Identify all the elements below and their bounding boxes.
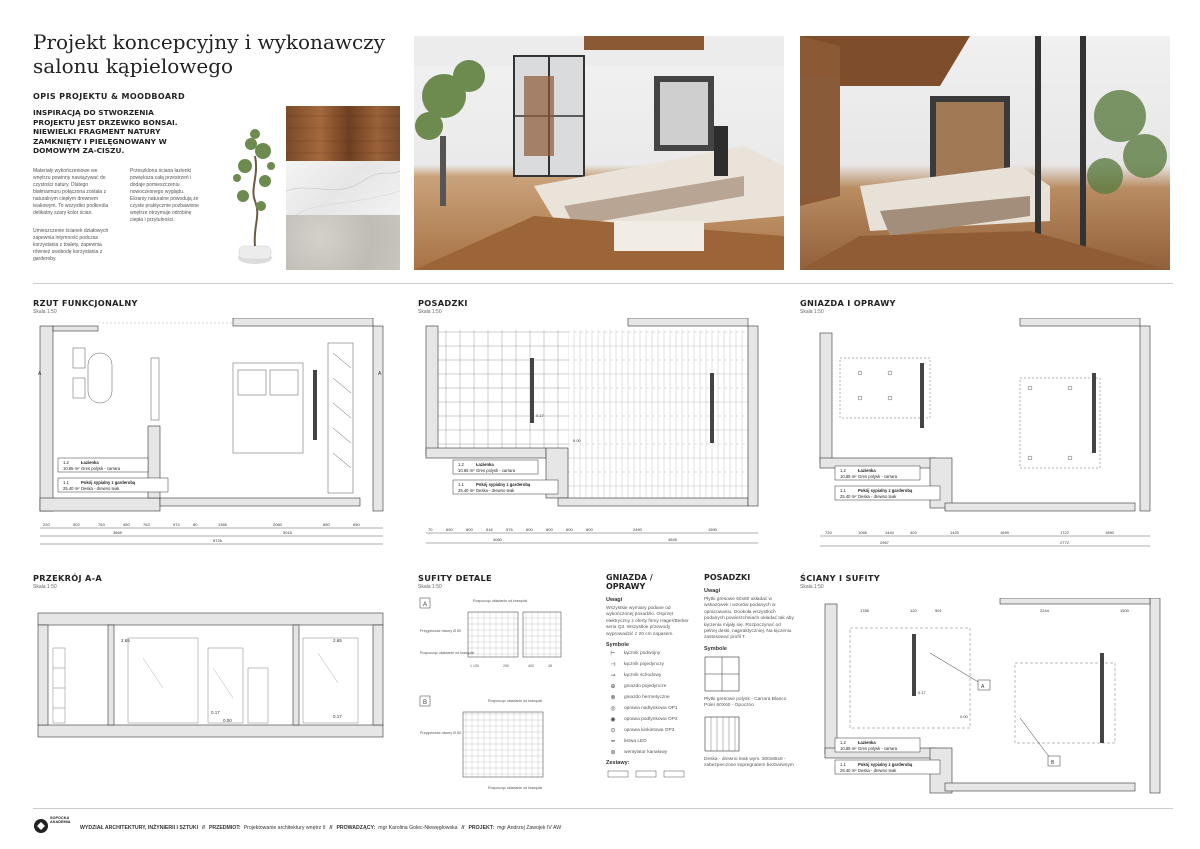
symbol-label: łącznik podwójny [624,651,661,657]
svg-text:690: 690 [446,527,453,532]
wood-swatch [286,106,400,161]
svg-text:Pokój sypialny z garderobą: Pokój sypialny z garderobą [858,488,913,493]
svg-text:0.00: 0.00 [960,714,968,719]
room2-area: 25.40 m² [63,486,80,491]
render-photo-2 [800,36,1170,270]
symbol-label: wentylator kanałowy [624,750,668,756]
plan-gniazda [800,318,1170,550]
symbol-label: gniazdo hermetyczne [624,695,670,701]
symbol-icon: ⊛ [610,750,616,757]
svg-text:Łazienka: Łazienka [858,740,876,745]
set-symbols [606,769,694,779]
svg-text:Rozpocząć układanie od krawędz: Rozpocząć układanie od krawędzi [473,599,528,603]
svg-text:200: 200 [503,664,509,668]
svg-text:1065: 1065 [858,530,867,535]
svg-text:10.65 m²: 10.65 m² [458,468,475,473]
svg-text:8726: 8726 [213,538,222,543]
render-photo-1 [414,36,784,270]
height-4: 0.00 [223,718,232,723]
height-2: 2.65 [333,638,342,643]
svg-text:120: 120 [910,608,917,613]
wood-label: Deska - drewno teak wym. 300x85x9 - zabezpieczone impregnatem bezbarwnym [704,756,794,769]
svg-text:Łazienka: Łazienka [476,462,494,467]
svg-text:502: 502 [73,522,80,527]
symbol-label: oprawa nadtynkowa OP1 [624,706,678,712]
room2-material: Deska - drewno teak [81,486,120,491]
svg-text:2772: 2772 [1060,540,1069,545]
description-para-4: Ekraniy naturalne powodują że czyste praktycznie pozbawione wnętrze otrzymuje odrobinę ciepła i przytulności. [130,196,199,223]
svg-text:2244: 2244 [1040,608,1049,613]
room2-name: Pokój sypialny z garderobą [81,480,136,485]
svg-text:Deska - drewno teak: Deska - drewno teak [858,768,897,773]
svg-text:600: 600 [546,527,553,532]
svg-text:576: 576 [506,527,513,532]
svg-text:0.17: 0.17 [918,690,926,695]
section-title-rzut: RZUT FUNKCJONALNY [33,298,138,308]
svg-text:2967: 2967 [880,540,889,545]
scale-przekroj: Skala 1:50 [33,584,57,590]
svg-text:1.1: 1.1 [458,482,464,487]
svg-text:600: 600 [526,527,533,532]
svg-text:450: 450 [123,522,130,527]
svg-text:Deska - drewno teak: Deska - drewno teak [858,494,897,499]
ceiling-details [418,594,598,794]
symbol-row [606,670,694,681]
top-divider [33,283,1173,284]
svg-text:Gres polysk - carrara: Gres polysk - carrara [476,468,516,473]
symbol-row [606,703,694,714]
section-title-gniazda: GNIAZDA I OPRAWY [800,298,896,308]
svg-text:1785: 1785 [860,608,869,613]
height-1: 2.65 [121,638,130,643]
svg-text:720: 720 [825,530,832,535]
symbol-row [606,681,694,692]
floor-level-1: 0.17 [536,413,544,418]
plan-posadzki [418,318,788,550]
scale-sciany: Skala 1:50 [800,584,824,590]
symbol-label: oprawa kinkietowa OP3 [624,728,675,734]
symbol-label: listwa LED [624,739,647,745]
svg-text:Rozpocząć układanie od krawędz: Rozpocząć układanie od krawędzi [420,651,475,655]
svg-text:2060: 2060 [273,522,282,527]
svg-text:25.40 m²: 25.40 m² [840,768,857,773]
symbol-label: łącznik schodowy [624,673,662,679]
bonsai-image [225,106,285,270]
svg-text:5015: 5015 [283,530,292,535]
section-title-sciany: ŚCIANY I SUFITY [800,573,881,583]
bottom-divider [33,808,1173,809]
svg-text:1.2: 1.2 [458,462,464,467]
svg-text:Pokój sypialny z garderobą: Pokój sypialny z garderobą [476,482,531,487]
svg-text:1.2: 1.2 [840,468,846,473]
scale-gniazda: Skala 1:50 [800,309,824,315]
section-drawing [33,608,403,748]
height-3: 0.17 [333,714,342,719]
legend-gniazda-notes: Wszystkie wymiary podane od wykończonej posadzki. Osprzęt elektryczny z oferty firmy Hager/Berker seria Q3. Wszystkie przewody wyprowadzić z 20 cm zapasem. [606,606,689,637]
scale-posadzki: Skala 1:50 [418,309,442,315]
plan-sciany [800,598,1170,798]
symbol-icon: ⊙ [610,728,616,735]
room2-no: 1.1 [63,480,69,485]
legend-posadzki: POSADZKI Uwagi Płytki gresowe 60x60 układać w wskazówek i wzorów podanych w opracowaniu. Dookoła wszystkich podanych powierzchniach układać tak aby łączenia mijały się. Rozpoczynać od pełnej deski, najpraktyczniej. Na łączeniu zastosować profil T. Symbole Płytki gresowe polysk - Carrara Blanco Poler 60X60 - Opoczno Deska - drewno teak wym. 300x85x9 - zabezpieczone impregnatem bezbarwnym [704,573,794,769]
svg-text:Deska - drewno teak: Deska - drewno teak [476,488,515,493]
symbol-row [606,714,694,725]
svg-text:516: 516 [486,527,493,532]
marble-swatch [286,161,400,215]
symbol-list [606,648,694,758]
svg-text:400: 400 [528,664,534,668]
legend-gniazda: GNIAZDA / OPRAWY Uwagi Wszystkie wymiary podane od wykończonej posadzki. Osprzęt elektryczny z oferty firmy Hager/Berker seria Q3. Wszystkie przewody wyprowadzić z 20 cm zapasem. Symbole ⊢ łącznik podwójny ⊣ łącznik pojedynczy ⊸ łącznik schodowy ⊕ gniazdo pojedyncze ⊗ gniazdo hermetyczne ◎ oprawa nadtynkowa OP1 ◉ oprawa podtynkowa OP2 ⊙ oprawa kinkietowa OP3 ━ listwa LED ⊛ wentylator kanałowy Zestawy: [606,573,694,784]
svg-text:25.40 m²: 25.40 m² [840,494,857,499]
svg-text:1440: 1440 [885,530,894,535]
symbol-icon: ⊕ [610,684,616,691]
svg-text:403: 403 [910,530,917,535]
svg-text:2490: 2490 [633,527,642,532]
svg-text:1 130: 1 130 [470,664,479,668]
svg-text:Pokój sypialny z garderobą: Pokój sypialny z garderobą [858,762,913,767]
symbol-icon: ⊗ [610,695,616,702]
wall-marker-b: B [1051,760,1055,766]
svg-text:763: 763 [98,522,105,527]
section-title-sufity: SUFITY DETALE [418,573,492,583]
symbol-label: łącznik pojedynczy [624,662,664,668]
svg-text:80: 80 [193,522,198,527]
svg-text:Przygotować otwory Ø 80: Przygotować otwory Ø 80 [420,629,461,633]
svg-text:Gres polysk - carrara: Gres polysk - carrara [858,474,898,479]
section-marker-right: A [378,371,382,377]
svg-text:Rozpocząć układanie od krawędz: Rozpocząć układanie od krawędzi [488,699,543,703]
symbol-icon: ⊸ [610,673,616,680]
svg-text:Gres polysk - carrara: Gres polysk - carrara [858,746,898,751]
svg-text:1.2: 1.2 [840,740,846,745]
svg-text:1.1: 1.1 [840,488,846,493]
svg-text:1699: 1699 [1000,530,1009,535]
symbol-row [606,659,694,670]
symbol-label: oprawa podtynkowa OP2 [624,717,678,723]
legend-posadzki-notes: Płytki gresowe 60x60 układać w wskazówek i wzorów podanych w opracowaniu. Dookoła wszystkich podanych powierzchniach układać tak aby łączenia mijały się. Rozpoczynać od pełnej deski, najpraktyczniej. Na łączeniu zastosować profil T. [704,597,794,641]
description-para-3: Przeszklona ściana łazienki powiększa całą przestrzeń i dodaje pomieszczeniu nowoczesnego wyglądu. [130,168,192,195]
svg-text:650: 650 [323,522,330,527]
svg-text:Łazienka: Łazienka [858,468,876,473]
symbol-icon: ⊢ [610,651,616,658]
svg-text:901: 901 [935,608,942,613]
svg-text:1500: 1500 [1120,608,1129,613]
room1-name: Łazienka [81,460,99,465]
concrete-swatch [286,215,400,270]
svg-text:1365: 1365 [218,522,227,527]
symbol-row [606,648,694,659]
symbol-label: gniazdo pojedyncze [624,684,667,690]
height-5: 0.17 [211,710,220,715]
svg-text:45: 45 [548,664,552,668]
svg-text:600: 600 [566,527,573,532]
svg-text:10.65 m²: 10.65 m² [840,474,857,479]
svg-text:763: 763 [143,522,150,527]
description-para-1: Materiały wykończeniowe we wnętrzu powinny nawiązywać do czystości natury. Dlatego białmarmuru połączona została z naturalnym ciepłym drewnem teakowym. To wszystko podkreśla delikatny szary kolor ścian. [33,168,109,216]
section-label: OPIS PROJEKTU & MOODBOARD [33,92,186,101]
svg-text:1420: 1420 [950,530,959,535]
symbol-row [606,692,694,703]
symbol-icon: ◉ [610,717,616,724]
section-title-posadzki: POSADZKI [418,298,468,308]
svg-text:70: 70 [428,527,433,532]
symbol-row [606,725,694,736]
scale-rzut: Skala 1:50 [33,309,57,315]
symbol-icon: ◎ [610,706,616,713]
svg-text:600: 600 [586,527,593,532]
symbol-row [606,747,694,758]
wood-swatch-icon [704,716,740,752]
room1-no: 1.2 [63,460,69,465]
tile-label: Płytki gresowe polysk - Carrara Blanco Poler 60X60 - Opoczno [704,696,787,709]
scale-sufity: Skala 1:50 [418,584,442,590]
room1-material: Gres polysk - carrara [81,466,121,471]
svg-text:1.1: 1.1 [840,762,846,767]
lead-text: INSPIRACJĄ DO STWORZENIA PROJEKTU JEST DRZEWKO BONSAI. NIEWIELKI FRAGMENT NATURY ZAMKNIĘTY I PIELĘGNOWANY W DOMOWYM ZA-CISZU. [33,108,178,156]
symbol-row [606,736,694,747]
symbol-icon: ━ [611,739,615,746]
svg-text:10.65 m²: 10.65 m² [840,746,857,751]
svg-text:4060: 4060 [493,537,502,542]
room1-area: 10.65 m² [63,466,80,471]
plan-rzut [33,318,403,550]
svg-text:Przygotować otwory Ø 80: Przygotować otwory Ø 80 [420,731,461,735]
svg-text:650: 650 [353,522,360,527]
svg-text:1890: 1890 [1105,530,1114,535]
svg-text:4645: 4645 [668,537,677,542]
detail-marker-a: A [423,602,428,608]
section-title-przekroj: PRZEKRÓJ A-A [33,573,103,583]
svg-text:974: 974 [173,522,180,527]
tile-swatch-icon [704,656,740,692]
academy-name: SOPOCKA AKADEMIA [50,816,71,825]
svg-text:600: 600 [466,527,473,532]
footer-credits: WYDZIAŁ ARCHITEKTURY, INŻYNIERII I SZTUKI // PRZEDMIOT: Projektowanie architektury wnętrz II // PROWADZĄCY: mgr Karolina Golec-Niewęgłowska // PROJEKT: mgr Andrzej Zawojek IV AW [80,825,562,831]
floor-level-2: 0.00 [573,438,581,443]
page-title: Projekt koncepcyjny i wykonawczy salonu kąpielowego [33,30,386,78]
symbol-icon: ⊣ [610,662,616,669]
svg-text:25.40 m²: 25.40 m² [458,488,475,493]
detail-marker-b: B [423,700,428,706]
svg-text:1722: 1722 [1060,530,1069,535]
svg-text:220: 220 [43,522,50,527]
svg-text:1590: 1590 [708,527,717,532]
description-para-2: Umieszczenie ścianek działowych zapewnia intymność podczas korzystania z toalety, zapewnia również swobodę korzystania z garderoby. [33,228,109,262]
wall-marker-a: A [981,684,985,690]
section-marker-left: A [38,371,42,377]
svg-text:Rozpocząć układanie od krawędz: Rozpocząć układanie od krawędzi [488,786,543,790]
svg-text:3665: 3665 [113,530,122,535]
